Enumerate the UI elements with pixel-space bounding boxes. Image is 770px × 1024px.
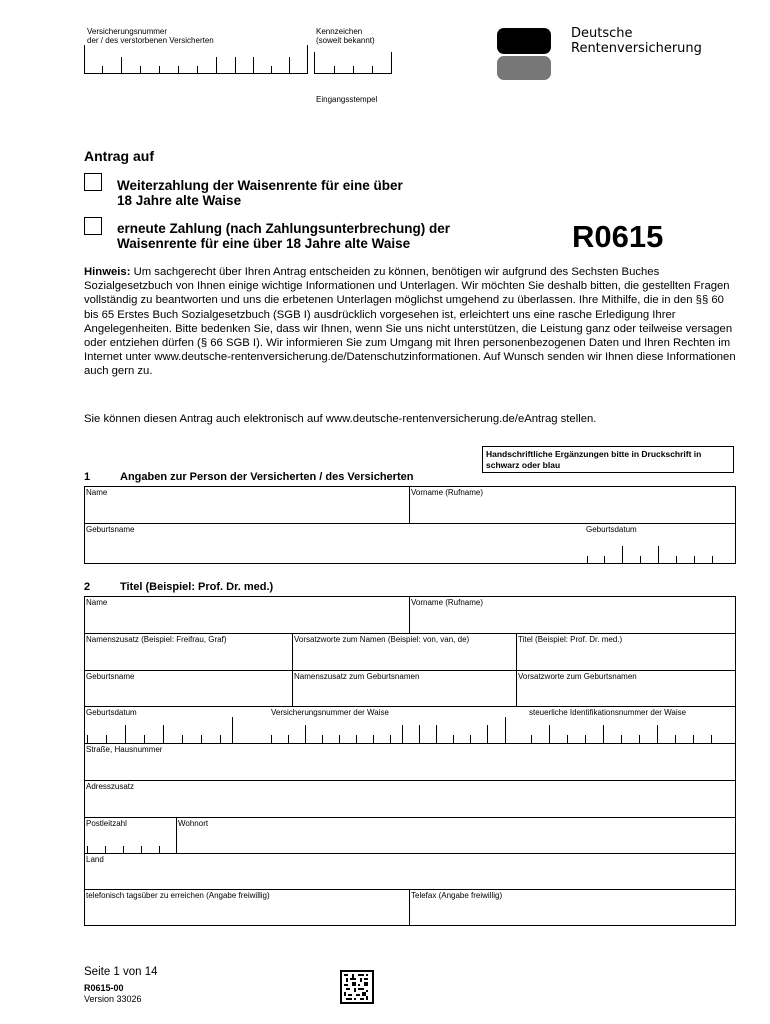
code-field[interactable]: [314, 52, 392, 74]
orphan-name-field[interactable]: Name: [86, 598, 108, 607]
orphan-name-prefix-field[interactable]: Vorsatzworte zum Namen (Beispiel: von, van, de): [294, 635, 470, 644]
orphan-tax-id-field[interactable]: steuerliche Identifikationsnummer der Waise: [529, 706, 736, 743]
orphan-title-field[interactable]: Titel (Beispiel: Prof. Dr. med.): [518, 635, 623, 644]
option-continuation-label: Weiterzahlung der Waisenrente für eine über 18 Jahre alte Waise: [117, 178, 403, 208]
orphan-insurance-number-field[interactable]: Versicherungsnummer der Waise: [269, 706, 519, 743]
orphan-address-extra-field[interactable]: Adresszusatz: [86, 782, 135, 791]
orphan-city-field[interactable]: Wohnort: [178, 819, 209, 828]
insurance-number-label: Versicherungsnummer der / des verstorbenen Versicherten: [87, 27, 214, 45]
orphan-phone-field[interactable]: telefonisch tagsüber zu erreichen (Angabe freiwillig): [86, 891, 270, 900]
form-version: Version 33026: [84, 994, 142, 1004]
handwriting-note-box: Handschriftliche Ergänzungen bitte in Druckschrift in schwarz oder blau: [482, 446, 734, 473]
page-number: Seite 1 von 14: [84, 966, 158, 978]
orphan-birth-name-suffix-field[interactable]: Namenszusatz zum Geburtsnamen: [294, 672, 420, 681]
insured-birth-name-field[interactable]: Geburtsname: [86, 525, 135, 534]
form-code: R0615: [572, 219, 664, 254]
code-label: Kennzeichen (soweit bekannt): [316, 27, 375, 45]
section-1-number: 1: [84, 471, 91, 483]
page-title: Antrag auf: [84, 148, 154, 164]
online-notice: Sie können diesen Antrag auch elektronisch auf www.deutsche-rentenversicherung.de/eAntrag stellen.: [84, 413, 597, 425]
insured-first-name-field[interactable]: Vorname (Rufname): [411, 488, 484, 497]
orphan-postal-code-field[interactable]: Postleitzahl: [84, 817, 176, 853]
orphan-first-name-field[interactable]: Vorname (Rufname): [411, 598, 484, 607]
orphan-birth-name-prefix-field[interactable]: Vorsatzworte zum Geburtsnamen: [518, 672, 637, 681]
barcode-icon: [340, 970, 374, 1004]
form-id: R0615-00: [84, 983, 124, 993]
orphan-fax-field[interactable]: Telefax (Angabe freiwillig): [411, 891, 503, 900]
insurance-number-field[interactable]: [84, 45, 308, 74]
stamp-label: Eingangsstempel: [316, 95, 378, 104]
section-2-title: Titel (Beispiel: Prof. Dr. med.): [120, 581, 274, 593]
option-resumption-checkbox[interactable]: [84, 217, 102, 235]
orphan-birth-date-field[interactable]: Geburtsdatum: [84, 706, 269, 743]
orphan-country-field[interactable]: Land: [86, 855, 104, 864]
insured-name-field[interactable]: Name: [86, 488, 108, 497]
option-continuation-checkbox[interactable]: [84, 173, 102, 191]
drv-logo-icon: [495, 26, 553, 82]
option-resumption-label: erneute Zahlung (nach Zahlungsunterbrechung) der Waisenrente für eine über 18 Jahre alte Waise: [117, 221, 451, 251]
section-1-title: Angaben zur Person der Versicherten / des Versicherten: [120, 471, 414, 483]
insured-birth-date-field[interactable]: Geburtsdatum: [584, 523, 736, 564]
orphan-street-field[interactable]: Straße, Hausnummer: [86, 745, 163, 754]
drv-logo-text: Deutsche Rentenversicherung: [571, 26, 702, 56]
orphan-name-suffix-field[interactable]: Namenszusatz (Beispiel: Freifrau, Graf): [86, 635, 227, 644]
section-2-number: 2: [84, 581, 91, 593]
orphan-birth-name-field[interactable]: Geburtsname: [86, 672, 135, 681]
notice-text: Hinweis: Um sachgerecht über Ihren Antrag entscheiden zu können, benötigen wir aufgrund des Sechsten Buches Sozialgesetzbuch von Ihnen einige wichtige Informationen und Unterlagen. Wir möchten Sie deshalb bitten, die gestellten Fragen vollständig zu beantworten und uns die erbetenen Unterlagen möglichst umgehend zu überlassen. Ihre Mithilfe, die in den §§ 60 bis 65 Erstes Buch Sozialgesetzbuch (SGB I) ausdrücklich vorgesehen ist, erleichtert uns eine rasche Erledigung Ihrer Angelegenheiten. Bitte bedenken Sie, dass wir Ihnen, wenn Sie uns nicht unterstützen, die Leistung ganz oder teilweise versagen oder entziehen dürfen (§ 66 SGB I). Wir informieren Sie zum Umgang mit Ihren personenbezogenen Daten und Ihren Rechten im Internet unter www.deutsche-rentenversicherung.de/Datenschutzinformationen. Auf Wunsch senden wir Ihnen diese Informationen auch gern zu.: [84, 266, 736, 378]
